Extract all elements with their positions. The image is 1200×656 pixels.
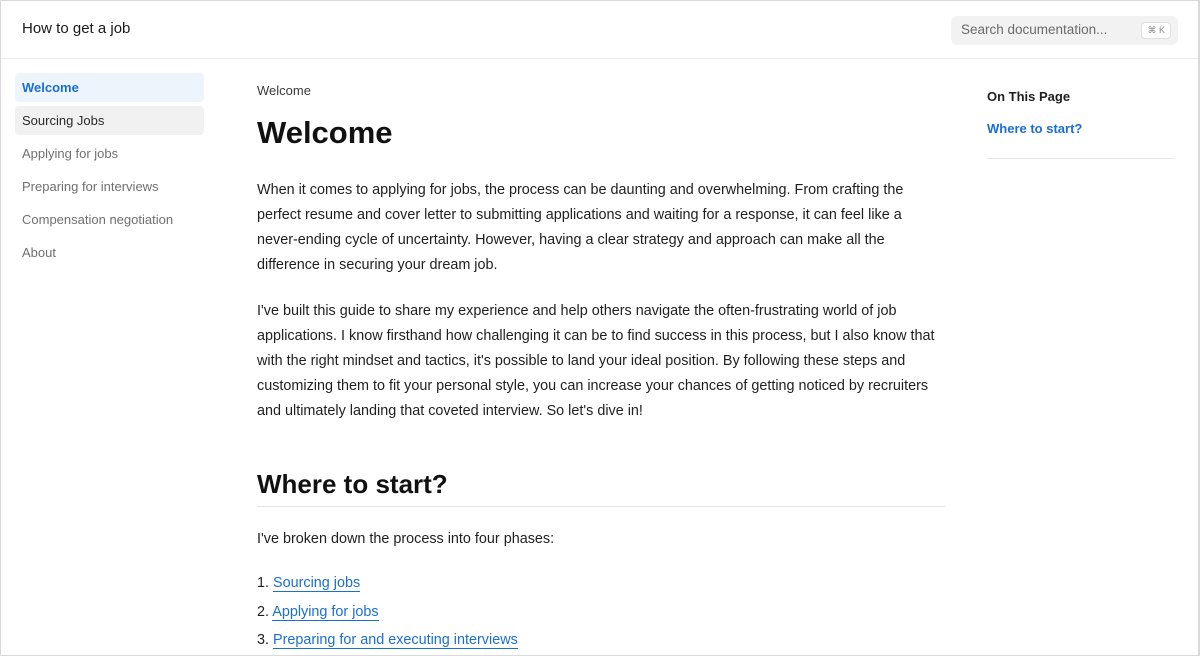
phases-intro: I've broken down the process into four phases: <box>257 531 555 547</box>
list-item <box>257 570 945 599</box>
list-number: 2. <box>257 603 270 620</box>
search-placeholder: Search documentation... <box>961 22 1108 37</box>
phases-list <box>257 570 945 656</box>
list-number: 1. <box>257 575 270 591</box>
main-content <box>257 83 945 656</box>
toc-link-where-to-start[interactable]: Where to start? <box>987 121 1083 136</box>
guide-paragraph: I've built this guide to share my experience and help others navigate the often-frustrating world of job applications. I know firsthand how challenging it can be to find success in this process, but I also know that with the right mindset and tactics, it's possible to land your ideal position. By following these steps and customizing them to fit your personal style, you can increase your chances of getting noticed by recruiters and ultimately landing that coveted interview. So let's dive in! <box>257 303 935 419</box>
sidebar-item-compensation-negotiation[interactable]: Compensation negotiation <box>22 212 174 227</box>
section-heading-where-to-start: Where to start? <box>257 468 945 507</box>
list-item <box>257 627 945 656</box>
sidebar-item-about[interactable]: About <box>22 245 56 260</box>
phase-link-applying-for-jobs[interactable]: Applying for jobs <box>272 603 379 620</box>
phase-link-sourcing-jobs[interactable]: Sourcing jobs <box>273 575 361 591</box>
sidebar-nav <box>15 73 204 271</box>
search-shortcut-badge: ⌘ K <box>1141 22 1171 39</box>
sidebar-item-applying-for-jobs[interactable]: Applying for jobs <box>22 146 119 161</box>
window-edge <box>1198 1 1199 656</box>
breadcrumb[interactable]: Welcome <box>257 83 311 98</box>
page-title: Welcome <box>257 115 393 150</box>
toc-divider <box>987 158 1175 159</box>
phase-link-preparing-interviews[interactable]: Preparing for and executing interviews <box>273 632 518 648</box>
sidebar-item-preparing-for-interviews[interactable]: Preparing for interviews <box>22 179 159 194</box>
site-title[interactable]: How to get a job <box>22 20 131 37</box>
top-bar <box>1 1 1199 59</box>
list-number: 3. <box>257 632 270 648</box>
on-this-page <box>987 89 1175 159</box>
intro-paragraph: When it comes to applying for jobs, the process can be daunting and overwhelming. From crafting the perfect resume and cover letter to submitting applications and waiting for a response, it can feel like a never-ending cycle of uncertainty. However, having a clear strategy and approach can make all the difference in securing your dream job. <box>257 182 904 273</box>
list-item <box>257 599 945 628</box>
sidebar-item-welcome[interactable]: Welcome <box>15 73 204 102</box>
search-input[interactable] <box>951 16 1178 45</box>
toc-title: On This Page <box>987 89 1071 104</box>
sidebar-item-sourcing-jobs[interactable]: Sourcing Jobs <box>15 106 204 135</box>
